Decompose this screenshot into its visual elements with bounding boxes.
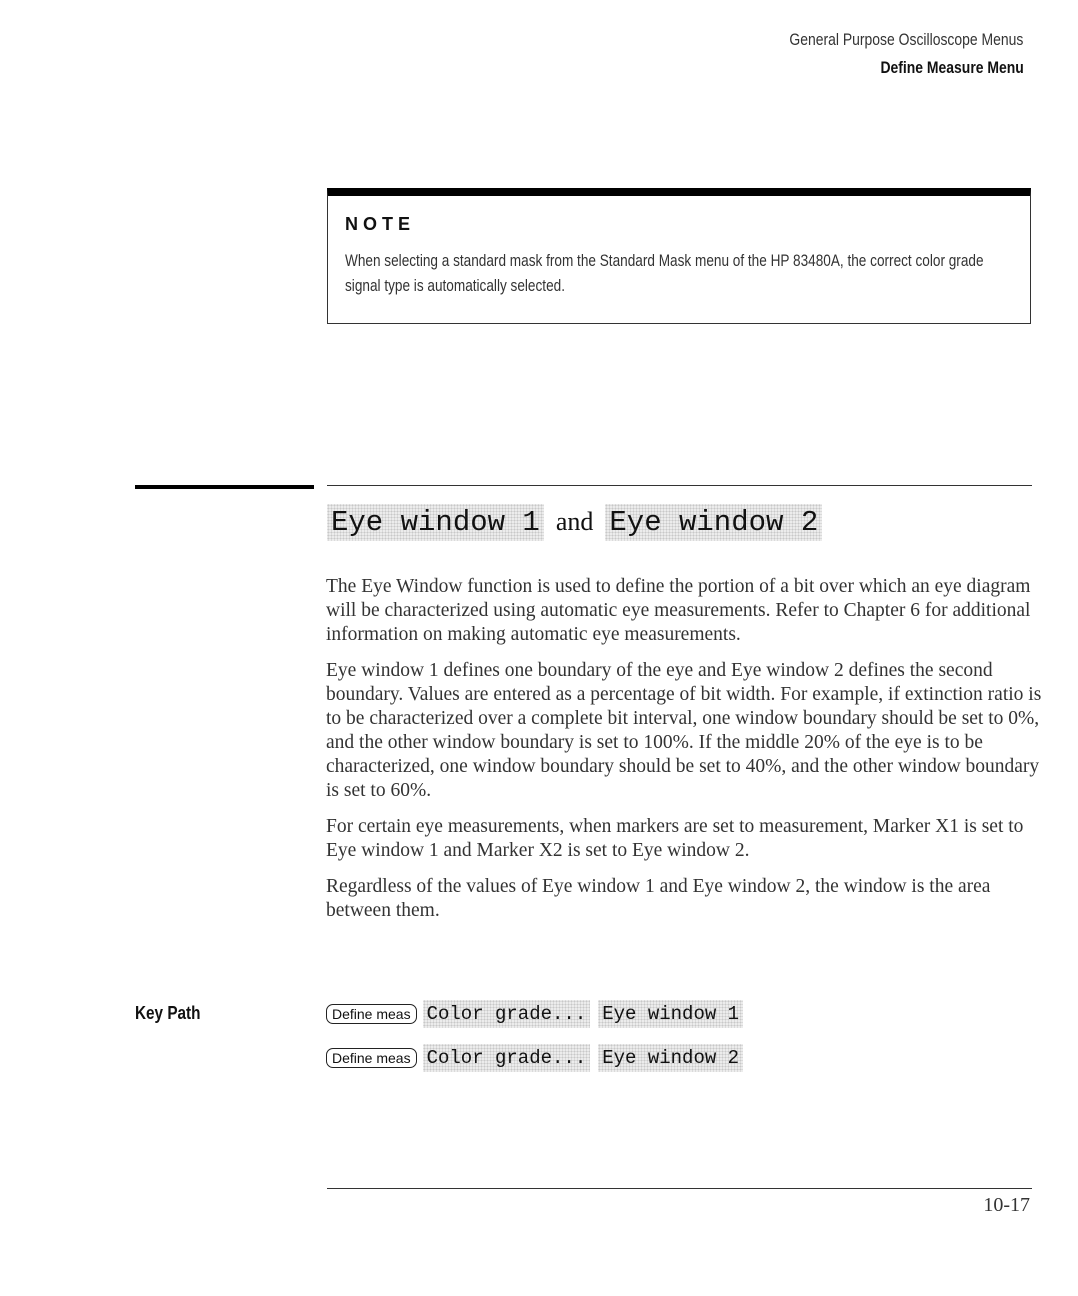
note-text: When selecting a standard mask from the Standard Mask menu of the HP 83480A, the correct color grade signal type is automatically selected.: [345, 251, 984, 295]
define-meas-key: Define meas: [326, 1048, 417, 1068]
paragraph-eye-window-function: The Eye Window function is used to define the portion of a bit over which an eye diagram will be characterized using automatic eye measurements. Refer to Chapter 6 for additional information on making automatic eye measurements.: [326, 576, 1031, 645]
running-header-section: General Purpose Oscilloscope Menus: [788, 30, 1023, 49]
softkey-color-grade: Color grade...: [423, 1000, 591, 1028]
softkey-eye-window-2-title: Eye window 2: [605, 504, 822, 541]
softkey-eye-window-1-title: Eye window 1: [327, 504, 544, 541]
softkey-eye-window-2: Eye window 2: [598, 1044, 743, 1072]
paragraph-markers: For certain eye measurements, when markers are set to measurement, Marker X1 is set to Eye window 1 and Marker X2 is set to Eye window 2.: [326, 816, 1024, 861]
paragraph-window-area: Regardless of the values of Eye window 1 and Eye window 2, the window is the area between them.: [326, 876, 991, 921]
section-rule-thin: [327, 485, 1032, 486]
footer-rule: [327, 1188, 1032, 1189]
body-text: [326, 575, 1046, 935]
section-title: [327, 501, 822, 543]
key-path-row: [326, 1044, 751, 1072]
softkey-color-grade: Color grade...: [423, 1044, 591, 1072]
note-box: [327, 188, 1031, 324]
section-rule-thick: [135, 485, 314, 489]
key-path-label: Key Path: [135, 1003, 201, 1023]
page-number: 10-17: [983, 1194, 1030, 1216]
define-meas-key: Define meas: [326, 1004, 417, 1024]
note-title: NOTE: [345, 214, 416, 234]
running-header-subsection: Define Measure Menu: [880, 58, 1024, 77]
paragraph-window-boundaries: Eye window 1 defines one boundary of the eye and Eye window 2 defines the second boundary. Values are entered as a percentage of bit width. For example, if extinction ratio is to be characterized over a complete bit interval, one window boundary should be set to 0%, and the other window boundary is set to 100%. If the middle 20% of the eye is to be characterized, one window boundary should be set to 40%, and the other window boundary is set to 60%.: [326, 660, 1042, 801]
key-path-row: [326, 1000, 751, 1028]
title-joiner: and: [555, 507, 594, 536]
softkey-eye-window-1: Eye window 1: [598, 1000, 743, 1028]
